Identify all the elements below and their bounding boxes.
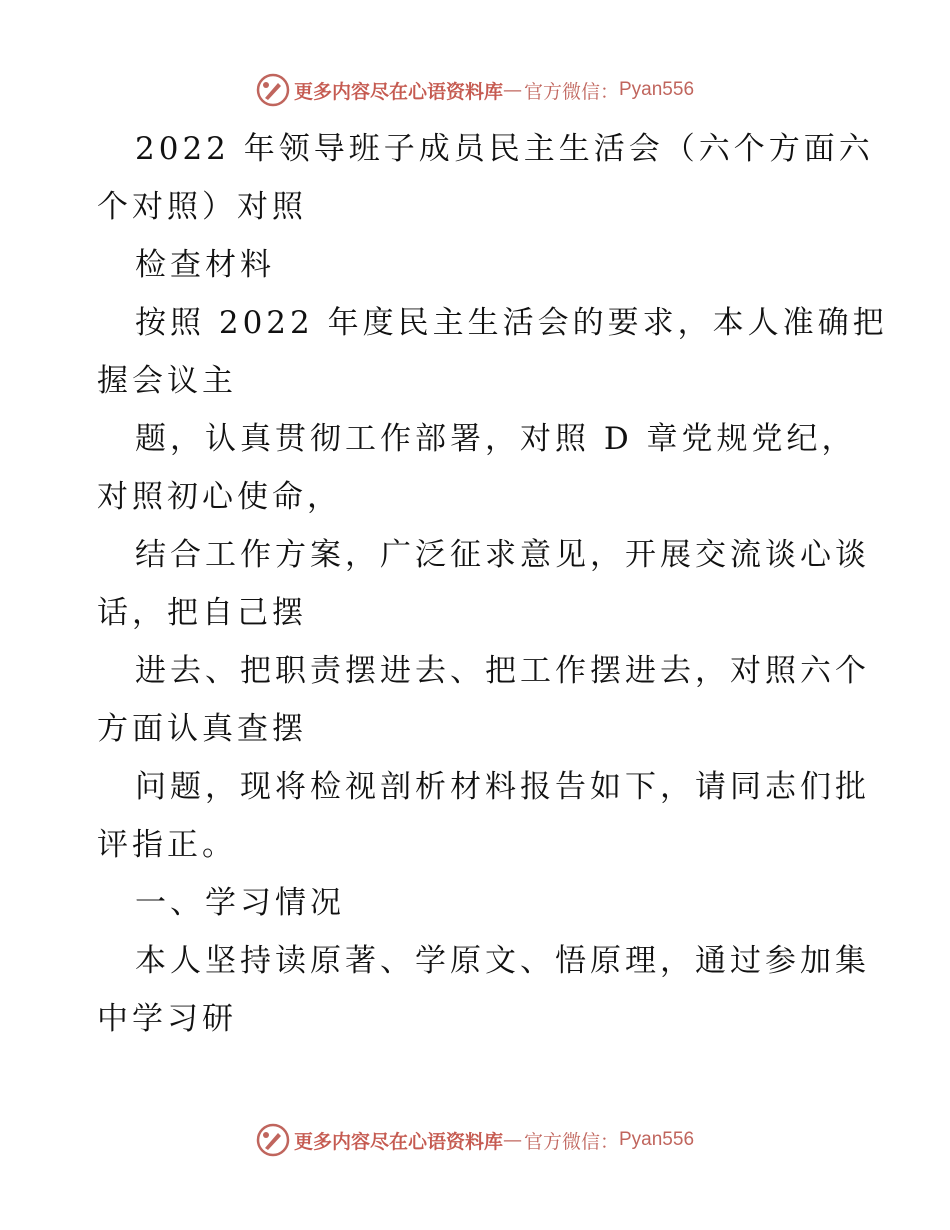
text-line: 方面认真查摆	[97, 711, 307, 747]
text-line: 本人坚持读原著、学原文、悟原理，通过参加集	[135, 943, 870, 979]
banner-main-text: 更多内容尽在心语资料库	[293, 80, 503, 103]
text-line: 中学习研	[97, 1001, 237, 1037]
pen-logo-icon	[256, 73, 290, 107]
text-line: 2022 年领导班子成员民主生活会（六个方面六	[135, 131, 874, 167]
text-line: 检查材料	[135, 247, 275, 283]
banner-main-text: 更多内容尽在心语资料库	[293, 1130, 503, 1153]
text-line: 评指正。	[97, 827, 237, 863]
banner-wechat-label: 官方微信：	[523, 80, 619, 103]
text-line: 进去、把职责摆进去、把工作摆进去，对照六个	[135, 653, 870, 689]
banner-wechat-id: Pyan556	[619, 1129, 695, 1150]
document-body	[97, 120, 888, 1048]
text-line: 结合工作方案，广泛征求意见，开展交流谈心谈	[135, 537, 870, 573]
header-banner	[0, 70, 950, 110]
text-line: 问题，现将检视剖析材料报告如下，请同志们批	[135, 769, 870, 805]
text-line: 对照初心使命，	[97, 479, 342, 515]
text-line: 握会议主	[97, 363, 237, 399]
banner-dash: —	[502, 1129, 522, 1151]
text-line: 题，认真贯彻工作部署，对照 D 章党规党纪，	[135, 421, 857, 457]
text-line: 个对照）对照	[97, 189, 307, 225]
text-line: 按照 2022 年度民主生活会的要求，本人准确把	[135, 305, 888, 341]
pen-logo-icon	[256, 1123, 290, 1157]
footer-banner	[0, 1120, 950, 1160]
text-line: 话，把自己摆	[97, 595, 307, 631]
section-heading: 一、学习情况	[135, 885, 345, 921]
banner-dash: —	[502, 79, 522, 101]
banner-wechat-label: 官方微信：	[523, 1130, 619, 1153]
banner-wechat-id: Pyan556	[619, 79, 695, 100]
